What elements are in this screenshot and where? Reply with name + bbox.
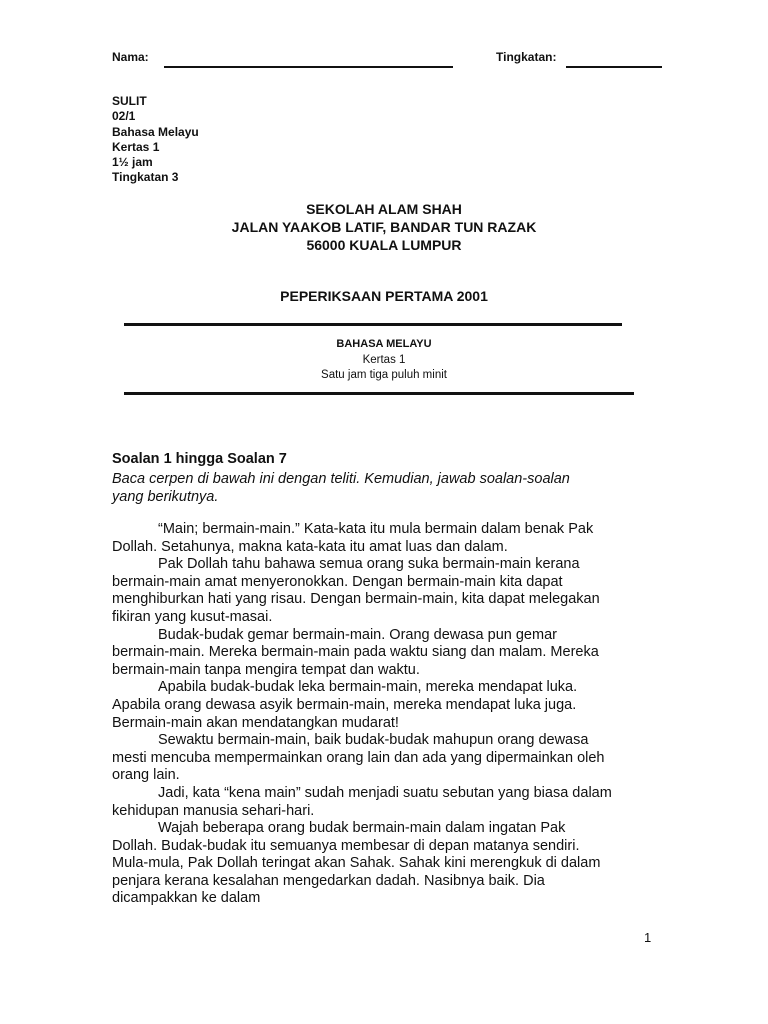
- school-name: SEKOLAH ALAM SHAH: [306, 201, 462, 217]
- passage-paragraph: Sewaktu bermain-main, baik budak-budak mahupun orang dewasa mesti mencuba mempermainkan orang lain dan ada yang dipermainkan oleh orang lain.: [112, 732, 605, 784]
- school-address-line2: 56000 KUALA LUMPUR: [306, 237, 462, 253]
- divider-bottom: [124, 392, 634, 395]
- passage-paragraph: Wajah beberapa orang budak bermain-main dalam ingatan Pak Dollah. Budak-budak itu semuanya membesar di depan matanya sendiri. Mula-mula, Pak Dollah teringat akan Sahak. Sahak kini merengkuk di dalam penjara kerana kesalahan mengedarkan dadah. Nasibnya baik. Dia dicampakkan ke dalam: [112, 820, 601, 907]
- meta-line: Tingkatan 3: [112, 170, 179, 185]
- page-number: 1: [644, 930, 652, 945]
- paper-meta-block: [112, 94, 199, 186]
- meta-line: SULIT: [112, 94, 147, 108]
- school-heading: [0, 200, 768, 254]
- meta-line: 02/1: [112, 109, 136, 124]
- school-address-line1: JALAN YAAKOB LATIF, BANDAR TUN RAZAK: [231, 219, 537, 235]
- name-field[interactable]: [164, 66, 453, 68]
- meta-line: Kertas 1: [112, 139, 160, 154]
- meta-line: Bahasa Melayu: [112, 124, 199, 139]
- exam-title: PEPERIKSAAN PERTAMA 2001: [280, 288, 488, 304]
- name-label: Nama:: [112, 50, 149, 64]
- passage: [112, 521, 612, 908]
- passage-paragraph: Pak Dollah tahu bahawa semua orang suka bermain-main kerana bermain-main amat menyeronokkan. Dengan bermain-main kita dapat menghiburkan hati yang risau. Dengan bermain-main, kita dapat melegakan fikiran yang kusut-masai.: [112, 556, 600, 625]
- divider-top: [124, 323, 622, 326]
- form-field[interactable]: [566, 66, 662, 68]
- form-label: Tingkatan:: [496, 50, 557, 64]
- passage-paragraph: Jadi, kata “kena main” sudah menjadi suatu sebutan yang biasa dalam kehidupan manusia sehari-hari.: [112, 784, 612, 819]
- passage-paragraph: “Main; bermain-main.” Kata-kata itu mula bermain dalam benak Pak Dollah. Setahunya, makna kata-kata itu amat luas dan dalam.: [112, 521, 594, 555]
- paper-number: Kertas 1: [362, 353, 406, 366]
- passage-paragraph: Apabila budak-budak leka bermain-main, mereka mendapat luka. Apabila orang dewasa asyik bermain-main, mereka mendapat luka juga. Bermain-main akan mendatangkan mudarat!: [112, 679, 578, 731]
- meta-line: 1½ jam: [112, 155, 153, 170]
- paper-duration: Satu jam tiga puluh minit: [321, 369, 447, 381]
- paper-info: [0, 337, 768, 384]
- section-title: Soalan 1 hingga Soalan 7: [112, 451, 287, 467]
- paper-subject: BAHASA MELAYU: [336, 338, 432, 350]
- passage-paragraph: Budak-budak gemar bermain-main. Orang dewasa pun gemar bermain-main. Mereka bermain-main pada waktu siang dan malam. Mereka bermain-main tanpa mengira tempat dan waktu.: [112, 626, 599, 678]
- section-instruction: Baca cerpen di bawah ini dengan teliti. Kemudian, jawab soalan-soalan yang berikutnya.: [112, 471, 570, 505]
